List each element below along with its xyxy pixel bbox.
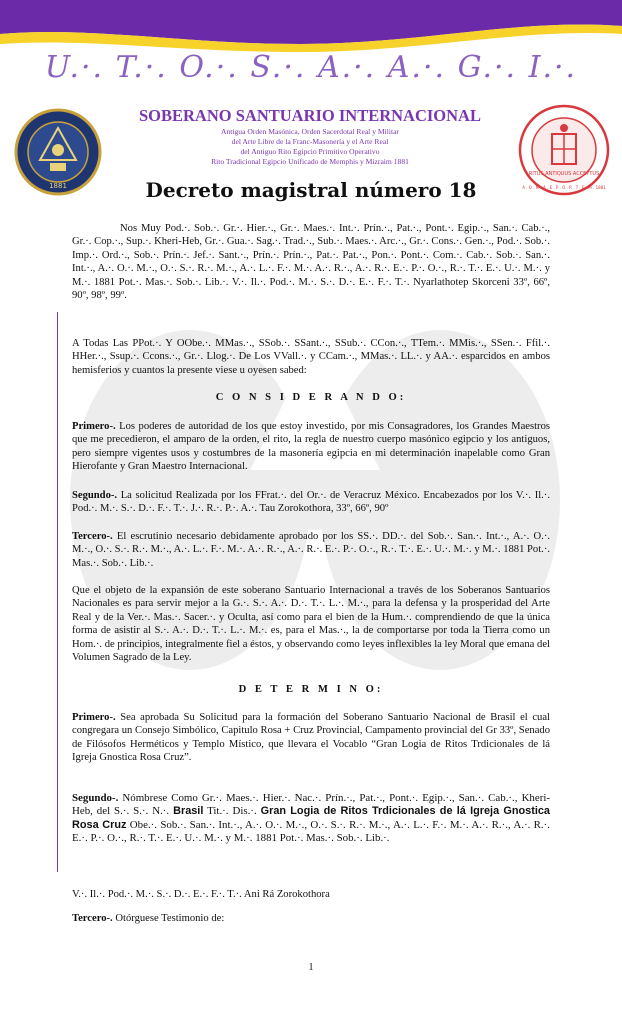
page-number: 1 (308, 962, 314, 973)
clause-text: El escrutinio necesario debidamente aprobado por los SS.·. DD.·. del Sob.·. San.·. Int.·., A.·. O.·. M.·., O.·. S.·. R.·. M.·., A.·. L.·. F.·. M.·. A.·. R.·., A.·. R.·. E.·. P.·. O.·., R.·. T.·. E.·. U.·. M.·. y M.·. 1881 Pot.·. Mas.·. Sob.·. Lib.·. (72, 531, 550, 569)
clause-label: Primero-. (72, 712, 116, 723)
right-seal-ring: A . O . M . A . E . P . O . R . T . E . M . 1881 (522, 185, 606, 190)
appointee-line: V.·. Il.·. Pod.·. M.·. S.·. D.·. E.·. F.·. T.·. Ani Rá Zorokothora (72, 889, 330, 900)
organization-subtitle (150, 127, 470, 167)
considerando-second (72, 489, 550, 516)
margin-rule (57, 312, 58, 872)
subtitle-line: Antigua Orden Masónica, Orden Sacerdotal Real y Militar (221, 127, 399, 136)
country-name: Brasil (173, 805, 204, 818)
lodge-name: Gran Logia de Ritos Trdicionales de lá Igreja Gnostica Rosa Cruz (72, 805, 550, 831)
decree-title: Decreto magistral número 18 (145, 178, 477, 202)
clause-text: Otórguese Testimonio de: (112, 913, 225, 924)
winged-emblem-watermark (60, 300, 570, 860)
determino-second (72, 792, 550, 846)
considerando-third (72, 530, 550, 570)
objective-paragraph: Que el objeto de la expansión de este soberano Santuario Internacional a través de los Soberanos Santuarios Nacionales es para servir mejor a la G.·. S.·. A.·. D.·. T.·. L.·. M.·., para la defensa y la prosperidad del Arte Real y de la Ver.·. Mas.·. Sacer.·. y Oculta, así como para el bien de la Hum.·. comprendiendo de que la única forma de asistir al S.·. A.·. D.·. T.·. L.·. M.·. es, para el Mas.·., la de comportarse por toda la Tierra como un Hom.·. de principios, integralmente fiel a éstos, y observando como leyes inflexibles la ley Moral que emana del Volumen Sagrado de la Ley. (72, 585, 550, 664)
clause-label: Primero-. (72, 421, 116, 432)
organization-title: SOBERANO SANTUARIO INTERNACIONAL (139, 106, 481, 125)
determino-heading: D E T E R M I N O: (238, 684, 384, 695)
considerando-heading: C O N S I D E R A N D O: (215, 392, 407, 403)
left-seal-year: 1881 (49, 182, 67, 190)
clause-label: Segundo-. (72, 490, 118, 501)
subtitle-line: del Arte Libre de la Franc-Masonería y el Arte Real (231, 137, 389, 146)
determino-third (72, 912, 550, 925)
clause-text: Obe.·. Sob.·. San.·. Int.·., A.·. O.·. M.·., O.·. S.·. R.·. M.·., A.·. L.·. F.·. M.·. A.·. R.·., A.·. R.·. E.·. P.·. O.·., R.·. T.·. E.·. U.·. M.·. y M.·. 1881 Pot.·. Mas.·. Sob.·. Lib.·. (72, 818, 550, 845)
salutation-paragraph: A Todas Las PPot.·. Y OObe.·. MMas.·., SSob.·. SSant.·., SSub.·. CCon.·., TTem.·. MMis.·., SSen.·. Ffil.·. HHer.·., Ssup.·. Ccons.·., Gr.·. Llog.·. De Los VVall.·. y CCam.·., MMas.·. LL.·. y AA.·. esparcidos en ambos hemisferios y cuantos la presente viese u oyesen sabed: (72, 338, 550, 376)
subtitle-line: Rito Tradicional Egipcio Unificado de Memphis y Mizraim 1881 (211, 157, 409, 166)
clause-label: Tercero-. (72, 531, 113, 542)
clause-text: Tit.·. Dis.·. (203, 805, 261, 818)
right-seal-text: RITUS ANTIQUUS ACCEPTUS (528, 171, 600, 177)
determino-first (72, 711, 550, 765)
clause-label: Tercero-. (72, 913, 113, 924)
order-acronym: U.·. T.·. O.·. S.·. A.·. A.·. G.·. I.·. (44, 50, 578, 85)
clause-label: Segundo-. (72, 792, 119, 804)
clause-text: La solicitud Realizada por los FFrat.·. del Or.·. de Veracruz México. Encabezados por los V.·. Il.·. Pod.·. M.·. S.·. D.·. F.·. T.·. J.·. R.·. P.·. A.·. Tau Zorokothora, 33º, 66º, 90º (72, 490, 550, 515)
subtitle-line: del Antiguo Rito Egipcio Primitivo Operativo (240, 147, 380, 156)
considerando-first (72, 420, 550, 474)
clause-text: Sea aprobada Su Solicitud para la formación del Soberano Santuario Nacional de Brasil el cual congregara un Consejo Simbólico, Capitulo Rosa + Cruz Provincial, Campamento provincial del Gr 33º, Senado de Filósofos Herméticos y Templo Místico, que llevara el Vocablo “Gran Logia de Ritos Trdicionales de lá Igreja Gnostica Rosa Cruz”. (72, 712, 550, 764)
intro-paragraph: Nos Muy Pod.·. Sob.·. Gr.·. Hier.·., Gr.·. Maes.·. Int.·. Prín.·., Pat.·., Pont.·. Egip.·., San.·. Cab.·., Gr.·. Cop.·., Sup.·. Kheri-Heb, Gr.·. Gua.·. Sag.·. Trad.·., Sub.·. Maes.·. Arc.·., Gr.·. Cons.·. Gen.·., Pod.·. Sob.·. Imp.·. Ord.·., Sob.·. Prín.·. Jef.·. Sant.·., Prín.·. Prín.·., Pat.·. Pat.·., Pon.·. Pont.·. Com.·. Cab.·. Sob.·. San.·. Int.·., A.·. O.·. M.·., O.·. S.·. R.·. M.·., A.·. L.·. F.·. M.·. A.·. R.·., A.·. R.·. E.·. P.·. O.·., R.·. T.·. E.·. U.·. M.·. y M.·. 1881 Pot.·. Mas.·. Sob.·. Lib.·. V.·. Il.·. Pod.·. M.·. S.·. D.·. E.·. F.·. T.·. Nyarlathotep Skorceni 33º, 66º, 90º, 98º, 99º. (72, 223, 550, 302)
clause-text: Los poderes de autoridad de los que estoy investido, por mis Consagradores, los Grandes Maestros que me precedieron, el amparo de la orden, el rito, la regla de nuestro cuerpo masónico egipcio y los antiguos, pero siempre vigentes usos y costumbres de la masonería egipcia en mi determinación inapelable como Gran Hierofante y Gran Maestro Internacional. (72, 421, 550, 473)
clause-text: Nómbrese Como Gr.·. Maes.·. Hier.·. Nac.·. Prín.·., Pat.·., Pont.·. Egip.·., San.·. Cab.·., Kheri-Heb, del S.·. S.·. N.·. (72, 792, 550, 818)
